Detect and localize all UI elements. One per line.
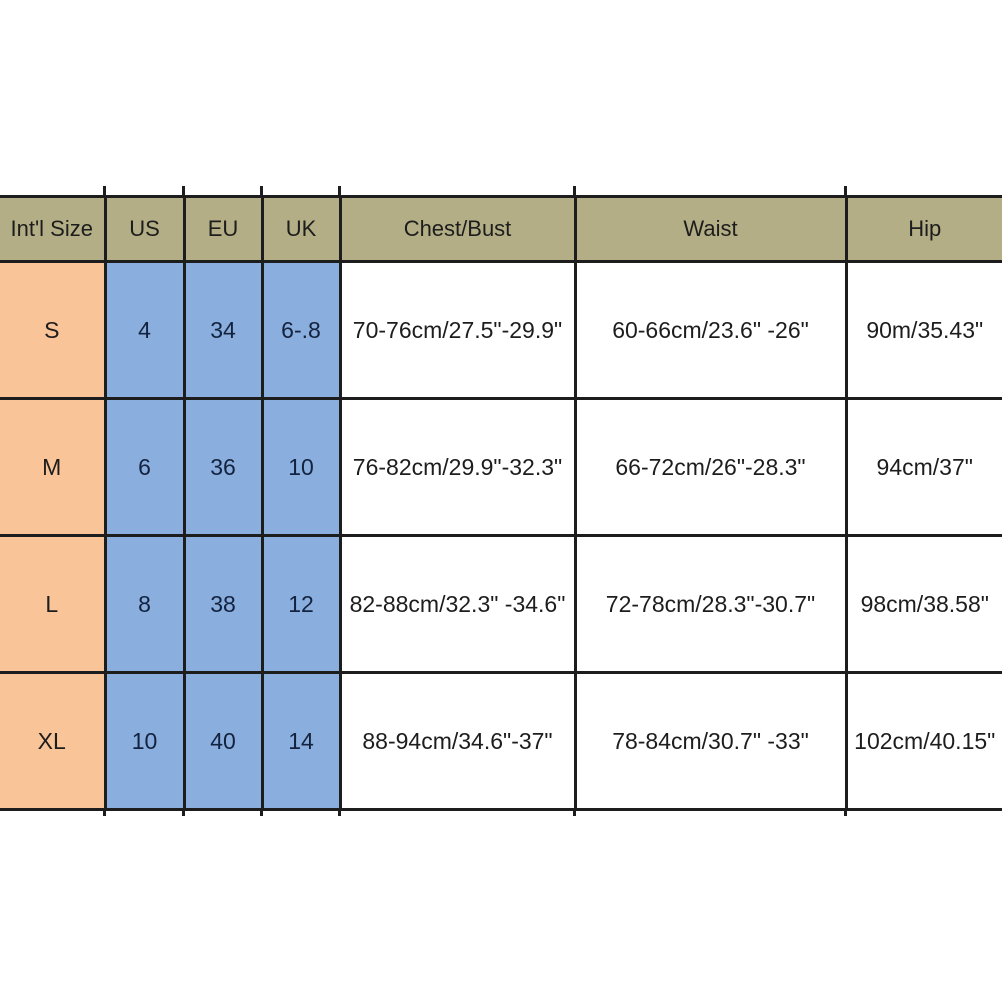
cell-intl-size: L (0, 536, 105, 673)
size-table-body (0, 262, 1002, 810)
cell-intl-size: XL (0, 673, 105, 810)
cell-waist: 66-72cm/26"-28.3" (575, 399, 846, 536)
table-row-m (0, 399, 1002, 536)
header-us: US (105, 197, 184, 262)
cell-intl-size: M (0, 399, 105, 536)
header-eu: EU (184, 197, 262, 262)
cell-intl-size: S (0, 262, 105, 399)
cell-uk: 12 (262, 536, 340, 673)
cell-hip: 102cm/40.15" (846, 673, 1002, 810)
size-chart-table (0, 195, 1002, 811)
cell-uk: 6-.8 (262, 262, 340, 399)
cell-eu: 40 (184, 673, 262, 810)
cell-uk: 14 (262, 673, 340, 810)
cell-hip: 90m/35.43" (846, 262, 1002, 399)
header-row (0, 197, 1002, 262)
cell-us: 10 (105, 673, 184, 810)
cell-eu: 36 (184, 399, 262, 536)
cell-chest-bust: 88-94cm/34.6"-37" (340, 673, 575, 810)
header-chest-bust: Chest/Bust (340, 197, 575, 262)
table-row-s (0, 262, 1002, 399)
cell-us: 8 (105, 536, 184, 673)
cell-hip: 98cm/38.58" (846, 536, 1002, 673)
cell-eu: 34 (184, 262, 262, 399)
table-row-xl (0, 673, 1002, 810)
header-uk: UK (262, 197, 340, 262)
cell-uk: 10 (262, 399, 340, 536)
cell-hip: 94cm/37" (846, 399, 1002, 536)
header-intl-size: Int'l Size (0, 197, 105, 262)
cell-chest-bust: 76-82cm/29.9"-32.3" (340, 399, 575, 536)
cell-waist: 60-66cm/23.6" -26" (575, 262, 846, 399)
table-row-l (0, 536, 1002, 673)
cell-chest-bust: 82-88cm/32.3" -34.6" (340, 536, 575, 673)
cell-waist: 72-78cm/28.3"-30.7" (575, 536, 846, 673)
cell-us: 4 (105, 262, 184, 399)
cell-eu: 38 (184, 536, 262, 673)
header-hip: Hip (846, 197, 1002, 262)
cell-chest-bust: 70-76cm/27.5"-29.9" (340, 262, 575, 399)
cell-waist: 78-84cm/30.7" -33" (575, 673, 846, 810)
cell-us: 6 (105, 399, 184, 536)
header-waist: Waist (575, 197, 846, 262)
